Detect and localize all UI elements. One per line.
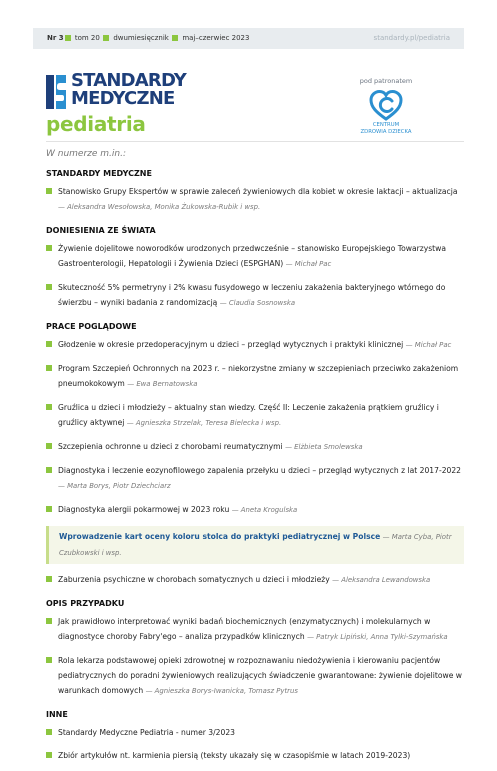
article-title: Stanowisko Grupy Ekspertów w sprawie zaleceń żywieniowych dla kobiet w okresie laktacji – aktualizacja	[58, 187, 458, 196]
green-square-icon	[46, 365, 52, 371]
highlighted-article-title: Wprowadzenie kart oceny koloru stolca do praktyki pediatrycznej w Polsce	[59, 532, 381, 541]
list-item[interactable]	[46, 748, 464, 763]
article-authors: — Marta Borys, Piotr Dziechciarz	[58, 482, 171, 490]
article-title: Rola lekarza podstawowej opieki zdrowotnej w rozpoznawaniu niedożywienia i kierowaniu pacjentów pediatrycznych do poradni żywieniowych realizujących świadczenie gwarantowane: żywienie dojelitowe w warunkach domowych	[58, 656, 462, 695]
section-title: DONIESIENIA ZE ŚWIATA	[46, 226, 156, 235]
patron-label: pod patronatem	[359, 77, 413, 85]
issue-meta	[47, 34, 249, 42]
list-item[interactable]	[46, 463, 464, 494]
header-divider	[46, 141, 464, 142]
article-title: Diagnostyka alergii pokarmowej w 2023 roku	[58, 505, 230, 514]
article-authors: — Aleksandra Wesołowska, Monika Żukowska-Rubik i wsp.	[58, 203, 261, 211]
issue-number: Nr 3	[47, 34, 64, 42]
article-title: Zbiór artykułów nt. karmienia piersią (teksty ukazały się w czasopiśmie w latach 2019-2023)	[58, 751, 411, 760]
article-title: Żywienie dojelitowe noworodków urodzonych przedwcześnie – stanowisko Europejskiego Towarzystwa Gastroenterologii, Hepatologii i Żywienia Dzieci (ESPGHAN)	[58, 244, 447, 268]
green-square-icon	[46, 752, 52, 758]
green-square-icon	[46, 729, 52, 735]
standardy-logo-icon	[46, 75, 66, 109]
section-title: OPIS PRZYPADKU	[46, 599, 125, 608]
article-title: Program Szczepień Ochronnych na 2023 r. – niekorzystne zmiany w szczepieniach przeciwko zakażeniom pneumokokowym	[58, 364, 459, 388]
journal-title: pediatria	[46, 112, 146, 136]
heart-logo-icon	[366, 88, 406, 122]
list-item[interactable]	[46, 337, 464, 353]
article-title: Diagnostyka i leczenie eozynofilowego zapalenia przełyku u dzieci – przegląd wytycznych z lat 2017-2022	[58, 466, 462, 475]
article-title: Skuteczność 5% permetryny i 2% kwasu fusydowego w leczeniu zakażenia bakteryjnego wtórnego do świerzbu – wyniki badania z randomizacją	[58, 283, 446, 307]
green-square-icon	[46, 341, 52, 347]
issue-info-bar	[33, 28, 464, 49]
green-square-icon	[46, 576, 52, 582]
volume: tom 20	[74, 34, 100, 42]
list-item[interactable]	[46, 572, 464, 588]
patron-name: CENTRUM ZDROWIA DZIECKA	[360, 122, 412, 135]
article-title: Gruźlica u dzieci i młodzieży – aktualny stan wiedzy. Część II: Leczenie zakażenia prątkiem gruźlicy i gruźlicy aktywnej	[58, 403, 439, 427]
green-square-icon	[103, 35, 109, 41]
highlighted-article[interactable]	[46, 526, 464, 564]
green-square-icon	[46, 467, 52, 473]
list-item[interactable]	[46, 439, 464, 455]
list-item[interactable]	[46, 361, 464, 392]
green-square-icon	[172, 35, 178, 41]
article-authors: — Agnieszka Borys-Iwanicka, Tomasz Pytrus	[145, 687, 298, 695]
green-square-icon	[46, 245, 52, 251]
article-authors: — Ewa Bernatowska	[127, 380, 198, 388]
list-item[interactable]	[46, 725, 464, 740]
article-authors: — Aleksandra Lewandowska	[332, 576, 431, 584]
list-item[interactable]	[46, 184, 464, 215]
list-item[interactable]	[46, 653, 464, 699]
frequency: dwumiesięcznik	[113, 34, 169, 42]
article-title: Szczepienia ochronne u dzieci z chorobami reumatycznymi	[58, 442, 283, 451]
logo-line-1: STANDARDY	[71, 70, 187, 91]
section-title: INNE	[46, 710, 68, 719]
green-square-icon	[46, 284, 52, 290]
contents-intro: W numerze m.in.:	[46, 149, 127, 159]
period: maj–czerwiec 2023	[182, 34, 250, 42]
list-item[interactable]	[46, 241, 464, 272]
article-authors: — Patryk Lipiński, Anna Tylki-Szymańska	[307, 633, 448, 641]
green-square-icon	[46, 618, 52, 624]
list-item[interactable]	[46, 614, 464, 645]
green-square-icon	[46, 188, 52, 194]
list-item[interactable]	[46, 280, 464, 311]
green-square-icon	[65, 35, 71, 41]
section-title: STANDARDY MEDYCZNE	[46, 169, 152, 178]
section-title: PRACE POGLĄDOWE	[46, 322, 137, 331]
highlighted-article-authors: — Marta Cyba, Piotr Czubkowski i wsp.	[59, 533, 452, 557]
journal-url[interactable]: standardy.pl/pediatria	[373, 34, 450, 42]
list-item[interactable]	[46, 400, 464, 431]
article-authors: — Claudia Sosnowska	[219, 299, 296, 307]
article-authors: — Aneta Krogulska	[231, 506, 298, 514]
logo-line-2: MEDYCZNE	[71, 88, 175, 109]
article-authors: — Michał Pac	[405, 341, 452, 349]
article-title: Głodzenie w okresie przedoperacyjnym u dzieci – przegląd wytycznych i praktyki klinicznej	[58, 340, 404, 349]
green-square-icon	[46, 506, 52, 512]
article-authors: — Agnieszka Strzelak, Teresa Bielecka i wsp.	[126, 419, 282, 427]
article-title: Standardy Medyczne Pediatria - numer 3/2023	[58, 728, 235, 737]
article-title: Zaburzenia psychiczne w chorobach somatycznych u dzieci i młodzieży	[58, 575, 330, 584]
green-square-icon	[46, 657, 52, 663]
list-item[interactable]	[46, 502, 464, 518]
green-square-icon	[46, 443, 52, 449]
article-authors: — Michał Pac	[285, 260, 332, 268]
article-title: Jak prawidłowo interpretować wyniki badań biochemicznych (enzymatycznych) i molekularnych w diagnostyce choroby Fabry'ego – analiza przypadków klinicznych	[58, 617, 431, 641]
table-of-contents	[46, 166, 464, 771]
logo-wordmark	[71, 72, 186, 108]
article-authors: — Elżbieta Smolewska	[285, 443, 363, 451]
green-square-icon	[46, 404, 52, 410]
